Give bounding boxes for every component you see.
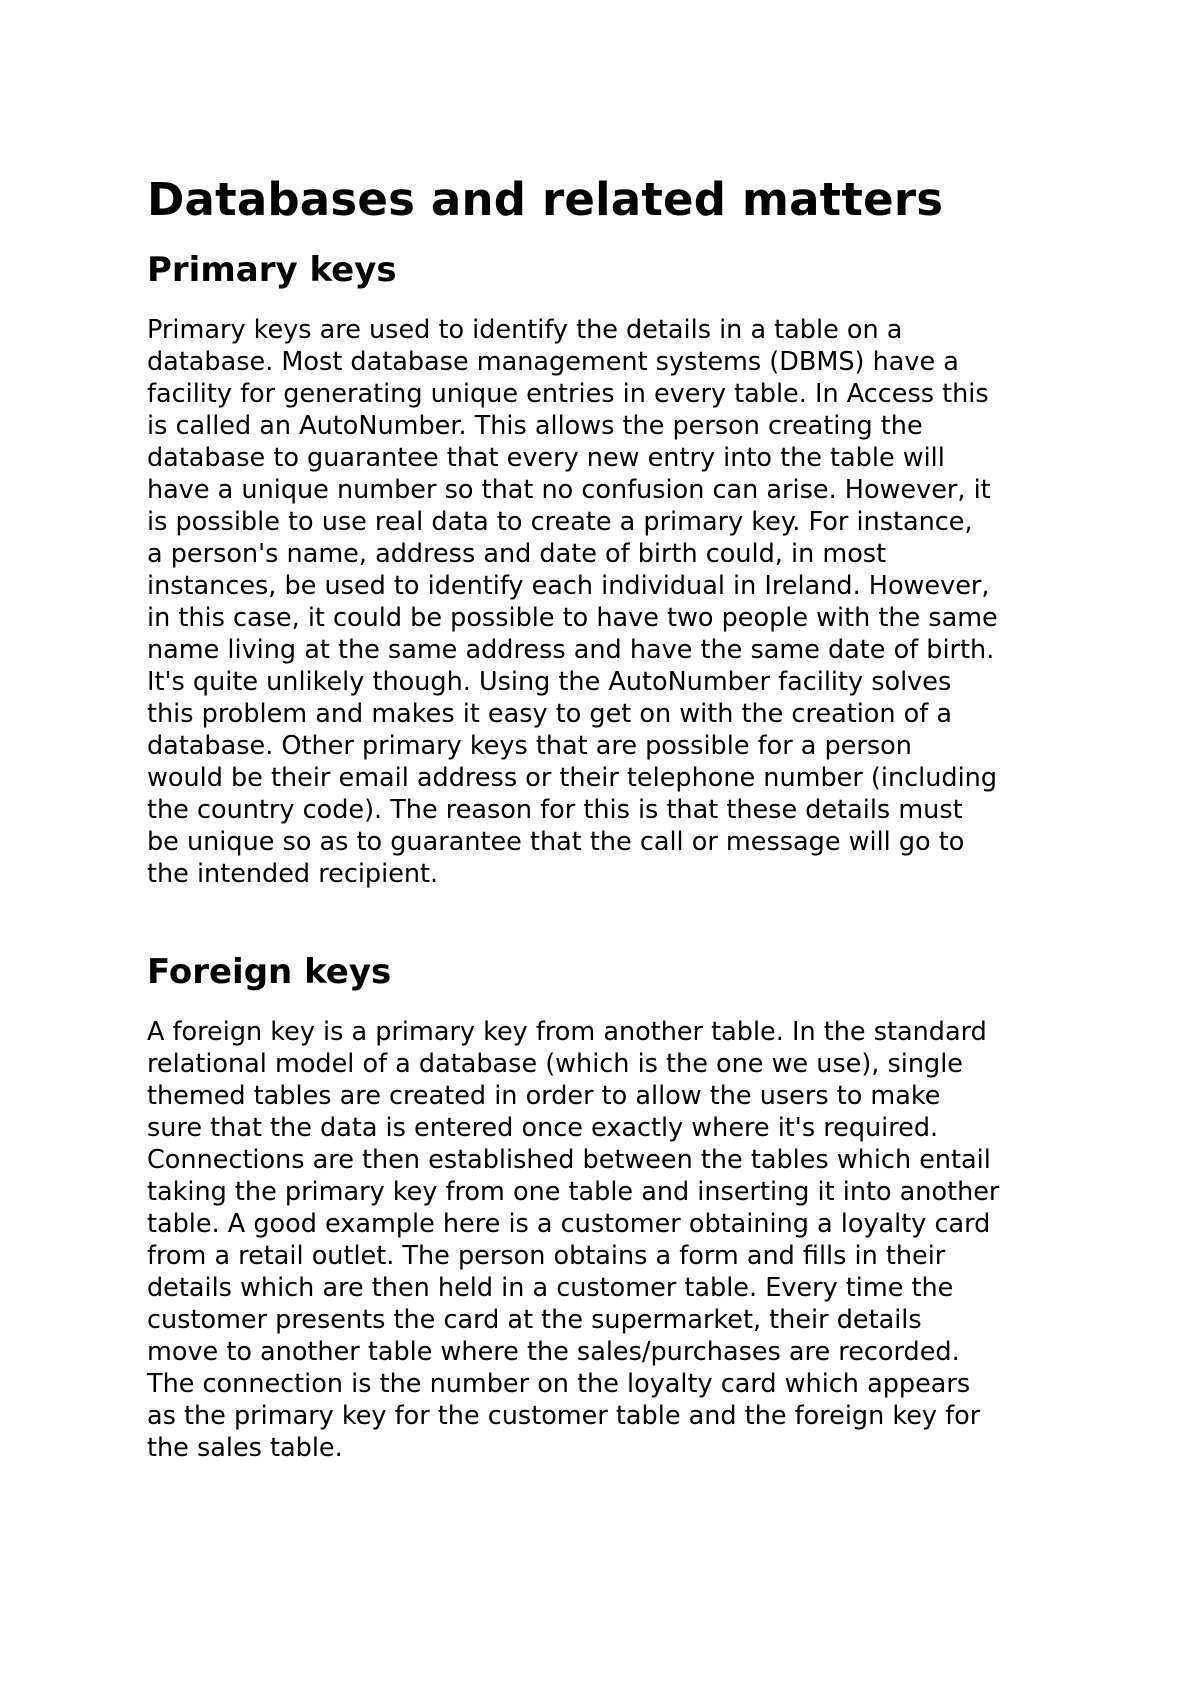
document-body xyxy=(147,172,1077,1464)
section-heading-foreign-keys: Foreign keys xyxy=(147,952,392,992)
paragraph-primary-keys: Primary keys are used to identify the details in a table on a database. Most database management systems (DBMS) have a facility for generating unique entries in every table. In Access this is called an AutoNumber. This allows the person creating the database to guarantee that every new entry into the table will have a unique number so that no confusion can arise. However, it is possible to use real data to create a primary key. For instance, a person's name, address and date of birth could, in most instances, be used to identify each individual in Ireland. However, in this case, it could be possible to have two people with the same name living at the same address and have the same date of birth. It's quite unlikely though. Using the AutoNumber facility solves this problem and makes it easy to get on with the creation of a database. Other primary keys that are possible for a person would be their email address or their telephone number (including the country code). The reason for this is that these details must be unique so as to guarantee that the call or message will go to the intended recipient. xyxy=(147,315,998,889)
section-heading-primary-keys: Primary keys xyxy=(147,250,397,290)
paragraph-foreign-keys: A foreign key is a primary key from another table. In the standard relational model of a database (which is the one we use), single themed tables are created in order to allow the users to make sure that the data is entered once exactly where it's required. Connections are then established between the tables which entail taking the primary key from one table and inserting it into another table. A good example here is a customer obtaining a loyalty card from a retail outlet. The person obtains a form and fills in their details which are then held in a customer table. Every time the customer presents the card at the supermarket, their details move to another table where the sales/purchases are recorded. The connection is the number on the loyalty card which appears as the primary key for the customer table and the foreign key for the sales table. xyxy=(147,1017,1000,1463)
document-title: Databases and related matters xyxy=(147,173,944,226)
